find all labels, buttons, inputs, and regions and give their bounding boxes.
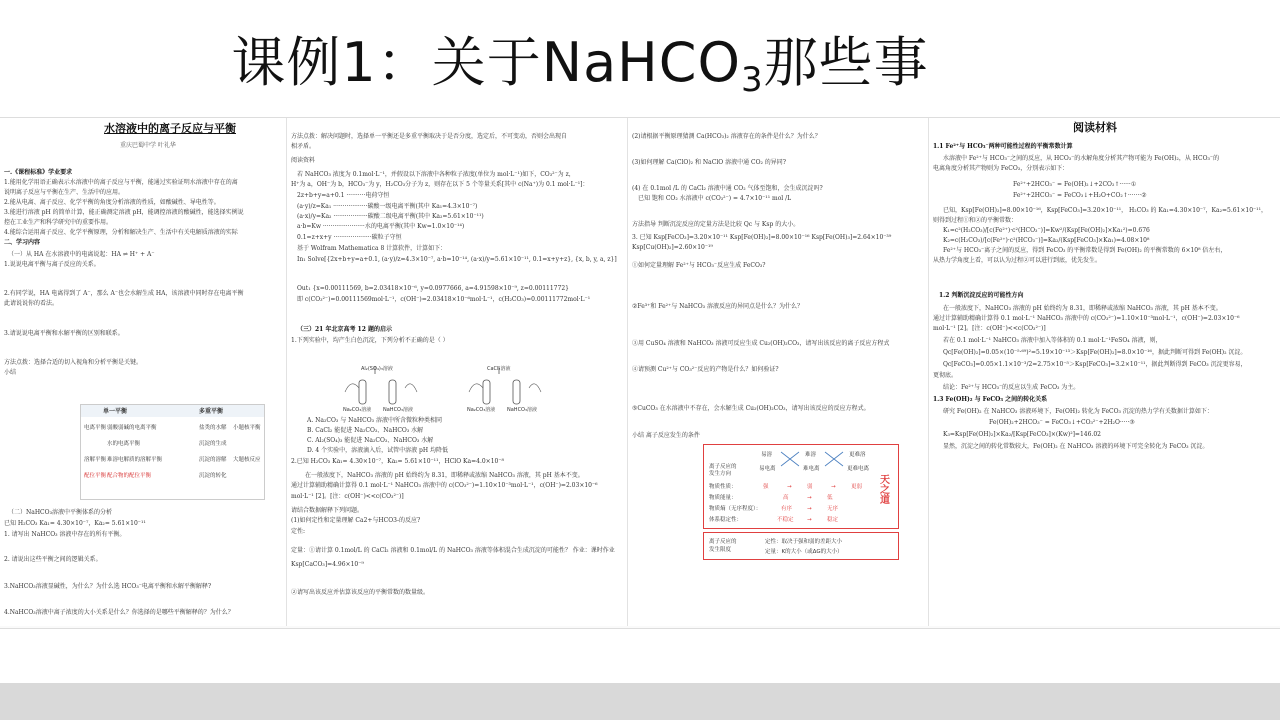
- table-cell: 小题核平衡: [233, 425, 261, 431]
- text-line: ②请写出该反应并估算该反应的平衡常数的数量级。: [291, 589, 430, 596]
- text-line: （一）从 HA 在水溶液中的电离说起：HA ⇌ H⁺ + A⁻: [8, 251, 155, 258]
- text-line: 方法指导 判断沉淀反应的定量方法是比较 Qc 与 Ksp 的大小。: [632, 221, 800, 228]
- left-label: 物质能量：: [709, 495, 737, 501]
- text-line: 已知 H₂CO₃ Ka₁= 4.30×10⁻⁷，Ka₂= 5.61×10⁻¹¹: [4, 520, 146, 527]
- limit-label: 离子反应的: [709, 539, 737, 545]
- test-tube: [389, 380, 396, 404]
- text-line: ②Fe³⁺和 Fe²⁺与 NaHCO₃ 溶液反应的异同点是什么？为什么？: [632, 303, 803, 310]
- text-line: K₂=c(H₂CO₃)/[c(Fe²⁺)·c²(HCO₃⁻)]=Ka₂/(Ksp[FeCO₃]×Ka₁)=4.08×10⁸: [943, 237, 1150, 244]
- limit-label: 发生限度: [709, 547, 732, 553]
- text-line: K₃=Ksp[Fe(OH)₂]×Ka₂/[Ksp[FeCO₃]×(Kw)²]=146.02: [943, 431, 1101, 438]
- diagram-limit-frame: [704, 533, 899, 560]
- table-cell: 配位平衡: [84, 473, 107, 479]
- text-line: (2)请根据平衡原理猜测 Ca(HCO₃)₂ 溶液存在的条件是什么？为什么？: [632, 133, 821, 140]
- text-line: 3.请说说电离平衡和水解平衡的区别和联系。: [4, 330, 124, 337]
- text-line: a·b=Kw ······················水的电离平衡(其中 Kw=1.0×10⁻¹⁴): [297, 223, 465, 230]
- document-page-4: [929, 118, 1280, 626]
- order-ordered: 有序: [781, 506, 793, 512]
- slide-title-subscript: 3: [741, 60, 764, 100]
- energy-high: 高: [783, 495, 789, 501]
- slide-title-main: 课例1：关于NaHCO: [231, 31, 741, 94]
- tube-label: NaHCO₃溶液: [507, 407, 537, 412]
- text-line: 控在工业生产和科学研究中的重要作用。: [4, 219, 113, 226]
- text-line: 2.有同学说，HA 电离得到了 A⁻，那么 A⁻也会水解生成 HA，该溶液中同时存在电离平衡: [4, 290, 244, 297]
- text-line: 相矛盾。: [291, 143, 316, 150]
- text-line: 从热力学角度上看，可以认为过程②可以进行到底，优先发生。: [933, 257, 1102, 264]
- text-line: D. 4 个实验中，溶液滴入后，试管中溶液 pH 均降低: [307, 447, 449, 454]
- tube-label: Al₂(SO₄)₃溶液: [361, 366, 393, 372]
- text-line: 2.能从电离、离子反应、化学平衡的角度分析溶液的性质，如酸碱性、导电性等。: [4, 199, 220, 206]
- side-text-dao: 天之道: [877, 474, 889, 504]
- text-line: 1.下列实验中，均产生白色沉淀，下列分析不正确的是（ ）: [291, 337, 449, 344]
- table-cell: 弱酸弱碱的电离平衡: [107, 425, 157, 431]
- page-1-title: 水溶液中的离子反应与平衡: [104, 122, 236, 135]
- row-head: 易电离: [759, 466, 776, 472]
- text-line: 在一般浓度下，NaHCO₃ 溶液的 pH 始终约为 8.31，即稀释或浓缩 NaHCO₃ 溶液，其 pH 基本不变。: [943, 305, 1222, 312]
- table-cell: 水的电离平衡: [107, 441, 141, 447]
- tube-label: NaHCO₃溶液: [383, 407, 413, 412]
- table-cell: 溶解平衡: [84, 457, 107, 463]
- text-line: 阅读资料: [291, 157, 316, 164]
- text-line: （二）NaHCO₃溶液中平衡体系的分析: [8, 509, 112, 516]
- text-line: Fe(OH)₂+2HCO₃⁻ = FeCO₃↓+CO₃²⁻+2H₂O·····③: [989, 419, 1135, 426]
- text-line: Fe²⁺+2HCO₃⁻ = Fe(OH)₂↓+2CO₂↑······①: [1013, 181, 1137, 188]
- text-line: 更彻底。: [933, 372, 958, 379]
- col-head: 难溶: [805, 452, 817, 458]
- text-line: 显然，沉淀之间的转化常数较大，Fe(OH)₂ 在 NaHCO₃ 溶液的环境下可完全转化为 FeCO₃ 沉淀。: [943, 443, 1209, 450]
- text-line: 4.NaHCO₃溶液中离子浓度的大小关系是什么？你选择的是哪些平衡解释的？为什么？: [4, 609, 234, 616]
- left-label: 发生方向: [709, 471, 732, 477]
- text-line: (a·y)/z=Ka₁ ··················碳酸一级电离平衡(其中 Ka₁=4.3×10⁻⁷): [297, 203, 478, 210]
- tube-group-2: [467, 365, 541, 412]
- document-page-1: [0, 118, 287, 626]
- text-line: 小结: [4, 369, 17, 376]
- text-line: Ksp[CaCO₃]=4.96×10⁻⁹: [291, 561, 364, 568]
- property-strong: 强: [763, 484, 769, 490]
- table-cell: 盐类的水解: [199, 425, 227, 431]
- energy-low: 低: [827, 495, 833, 501]
- stability-stable: 稳定: [827, 517, 839, 523]
- text-line: 即 c(CO₃²⁻)=0.00111569mol·L⁻¹，c(OH⁻)=2.03418×10⁻⁶mol·L⁻¹，c(H₂CO₃)=0.00111772mol·L⁻¹: [297, 296, 591, 303]
- text-line: 电离角度分析其产物则为 FeCO₃，分别表示如下：: [933, 165, 1069, 172]
- text-line: 1.1 Fe²⁺与 HCO₃⁻两种可能性过程的平衡常数计算: [933, 143, 1073, 150]
- text-line: 0.1=z+x+y ····················碳粒子守恒: [297, 234, 402, 241]
- table-cell: 沉淀的转化: [199, 473, 227, 479]
- text-line: In₁ Solve[{2x+b+y=a+0.1, (a·y)/z=4.3×10⁻⁷, a·b=10⁻¹⁴, (a·x)/y=5.61×10⁻¹¹, 0.1=x+y+z}, {x, b, y, a, z}]: [297, 256, 617, 263]
- text-line: 若在 0.1 mol·L⁻¹ NaHCO₃ 溶液中加入等体积的 0.1 mol·L⁻¹FeSO₄ 溶液，则，: [943, 337, 1162, 344]
- text-line: ①如何定量理解 Fe²⁺与 HCO₃⁻反应生成 FeCO₃?: [632, 262, 766, 269]
- left-label: 物质熵（无序程度）：: [709, 506, 762, 512]
- left-label: 体系稳定性：: [709, 517, 743, 523]
- text-line: ③用 CuSO₄ 溶液和 NaHCO₃ 溶液可反应生成 Cu₂(OH)₂CO₃，请写出该反应的离子反应方程式: [632, 340, 890, 347]
- text-line: Fe²⁺与 HCO₃⁻离子之间的反应，得到 FeCO₃ 的平衡常数是得到 Fe(OH)₂ 的平衡常数的 6×10⁸ 倍左右，: [943, 247, 1227, 254]
- text-line: 通过计算辅助精确计算得 0.1 mol·L⁻¹ NaHCO₃ 溶液中的 c(CO₃²⁻)=1.10×10⁻³mol·L⁻¹，c(OH⁻)=2.03×10⁻⁶: [291, 482, 598, 489]
- text-line: 方法点拨：解决问题时，选择单一平衡还是多重平衡取决于是否分度，选定后，不可变动，否则会出现自: [291, 133, 568, 140]
- document-page-3: [628, 118, 929, 626]
- text-line: 说明离子反应与平衡在生产、生活中的应用。: [4, 189, 125, 196]
- limit-qualitative: 定性：取决于强和弱的差距大小: [765, 539, 843, 545]
- slide-title-tail: 那些事: [763, 31, 929, 94]
- text-line: 3.能进行溶液 pH 的简单计算，能正确测定溶液 pH，能调控溶液的酸碱性，能选择实例说: [4, 209, 244, 216]
- text-line: B. CaCl₂ 能促进 Na₂CO₃、NaHCO₃ 水解: [307, 427, 424, 434]
- text-line: 一.《课程标准》学业要求: [4, 169, 73, 176]
- text-line: 通过计算辅助精确计算得 0.1 mol·L⁻¹ NaHCO₃ 溶液中的 c(CO₃²⁻)=1.10×10⁻³mol·L⁻¹，c(OH⁻)=2.03×10⁻⁶: [933, 315, 1240, 322]
- slide-footer-bar: [0, 683, 1280, 720]
- text-line: 1.3 Fe(OH)₂ 与 FeCO₃ 之间的转化关系: [933, 396, 1048, 403]
- text-line: H⁺为 a，OH⁻为 b，HCO₃⁻为 y，H₂CO₃分子为 z，则存在以下 5 个等量关系[其中 c(Na⁺)为 0.1 mol·L⁻¹]：: [291, 181, 589, 188]
- text-line: (3)如何理解 Ca(ClO)₂ 和 NaClO 溶液中通 CO₂ 的异同?: [632, 159, 787, 166]
- arrow-glyph: →: [831, 484, 836, 490]
- text-line: 二、学习内容: [4, 239, 41, 246]
- document-strip: [0, 117, 1280, 629]
- col-head: 更难溶: [849, 452, 866, 458]
- text-line: 请结合数据解释下列问题。: [291, 507, 364, 514]
- left-label: 离子反应的: [709, 464, 737, 470]
- tube-label: Na₂CO₃溶液: [343, 407, 372, 412]
- table-cell: 大题核反应: [233, 457, 261, 463]
- text-line: 4.能综合运用离子反应、化学平衡原理，分析和解决生产、生活中有关电解质溶液的实际: [4, 229, 238, 236]
- text-line: 结论：Fe²⁺与 HCO₃⁻的反应以生成 FeCO₃ 为主。: [943, 384, 1080, 391]
- text-line: Qc[Fe(OH)₂]=0.05×(10⁻⁵·⁶⁹)²=5.19×10⁻¹³＞Ksp[Fe(OH)₂]=8.0×10⁻¹⁶，据此判断可得到 Fe(OH)₂ 沉淀。: [943, 349, 1247, 356]
- arrow-glyph: →: [787, 484, 792, 490]
- text-line: 1.2 判断沉淀反应的可能性方向: [939, 292, 1024, 299]
- text-line: mol·L⁻¹ [2]。[注：c(OH⁻)<<c(CO₃²⁻)]: [291, 493, 404, 500]
- page-1-author: 重庆巴蜀中学 叶礼华: [120, 142, 176, 149]
- limit-quantitative: 定量：K的大小（或ΔG的大小）: [765, 549, 843, 555]
- text-line: 2z+b+y=a+0.1 ··········电荷守恒: [297, 192, 390, 199]
- arrow-glyph: →: [807, 495, 812, 501]
- col-head: 易溶: [761, 452, 773, 458]
- row-head: 难电离: [803, 466, 820, 472]
- text-line: ④请预测 Cu²⁺与 CO₃²⁻反应的产物是什么？如何验证?: [632, 366, 779, 373]
- text-line: 定量：①请计算 0.1mol/L 的 CaCl₂ 溶液和 0.1mol/L 的 NaHCO₃ 溶液等体积混合生成沉淀的可能性？ 作业：课时作业: [291, 547, 615, 554]
- text-line: 此请说说你的看法。: [4, 300, 59, 307]
- table-cell: 沉淀的生成: [199, 441, 227, 447]
- property-weak: 弱: [807, 484, 813, 490]
- text-line: 3. 已知 Ksp[FeCO₃]=3.20×10⁻¹¹ Ksp[Fe(OH)₂]=8.00×10⁻¹⁶ Ksp[Fe(OH)₃]=2.64×10⁻³⁹: [632, 234, 892, 241]
- text-line: 已知，Ksp[Fe(OH)₂]=8.00×10⁻¹⁶，Ksp[FeCO₃]=3.20×10⁻¹¹， H₂CO₃ 的 Ka₁=4.30×10⁻⁷，Ka₂=5.61×10⁻¹¹，: [943, 207, 1267, 214]
- text-line: (a·x)/y=Ka₂ ··················碳酸二级电离平衡(其中 Ka₂=5.61×10⁻¹¹): [297, 213, 484, 220]
- text-line: 3.NaHCO₃溶液显碱性，为什么？为什么选 HCO₃⁻电离平衡和水解平衡解释?: [4, 583, 212, 590]
- page-4-title: 阅读材料: [1073, 121, 1117, 134]
- balance-table-head-single: 单一平衡: [103, 408, 128, 415]
- text-line: Qc[FeCO₃]=0.05×1.1×10⁻³/2=2.75×10⁻⁵＞Ksp[FeCO₃]=3.2×10⁻¹¹，据此判断得到 FeCO₃ 沉淀更容易，: [943, 361, 1247, 368]
- text-line: 定性:: [291, 528, 306, 535]
- text-line: 1.能用化学用语正确表示水溶液中的离子反应与平衡，能通过实验证明水溶液中存在的离: [4, 179, 238, 186]
- text-line: 1.说说电离平衡与离子反应的关系。: [4, 261, 100, 268]
- test-tube: [359, 380, 366, 404]
- property-weaker: 更弱: [851, 484, 863, 490]
- text-line: 基于 Wolfram Mathematica 8 计算软件，计算如下：: [297, 245, 447, 252]
- row-head: 更难电离: [847, 466, 870, 472]
- text-line: 在一般浓度下，NaHCO₃ 溶液的 pH 始终约为 8.31，即稀释或浓缩 NaHCO₃ 溶液，其 pH 基本不变。: [305, 472, 584, 479]
- table-cell: 沉淀的溶解: [199, 457, 227, 463]
- text-line: Out₁ {x=0.00111569, b=2.03418×10⁻⁶, y=0.0977666, a=4.91598×10⁻⁹, z=0.00111772}: [297, 285, 569, 292]
- balance-table-head-multi: 多重平衡: [199, 408, 224, 415]
- slide-title: [0, 28, 1160, 115]
- text-line: C. Al₂(SO₄)₃ 能促进 Na₂CO₃、NaHCO₃ 水解: [307, 437, 434, 444]
- text-line: 2. 请说出这些平衡之间的逻辑关系。: [4, 556, 102, 563]
- left-label: 物质性质：: [709, 484, 737, 490]
- text-line: Ksp[Cu(OH)₂]=2.60×10⁻¹⁹: [632, 244, 713, 251]
- text-line: 小结 离子反应发生的条件: [632, 432, 700, 439]
- balance-table: [80, 404, 265, 500]
- table-cell: 电离平衡: [84, 425, 107, 431]
- text-line: 研究 Fe(OH)₂ 在 NaHCO₃ 溶液环境下，Fe(OH)₂ 转化为 FeCO₃ 沉淀的热力学有关数据计算如下：: [943, 408, 1213, 415]
- test-tube: [513, 380, 520, 404]
- text-line: K₁=c²(H₂CO₃)/[c(Fe²⁺)·c²(HCO₃⁻)]=Kw²/(Ksp[Fe(OH)₂]×Ka₁²)=0.676: [943, 227, 1150, 234]
- tube-label: CaCl₂溶液: [487, 366, 511, 372]
- document-page-2: [287, 118, 628, 626]
- table-cell: 配合物的配位平衡: [107, 473, 152, 479]
- test-tube-diagram: [337, 362, 577, 412]
- arrow-glyph: →: [807, 506, 812, 512]
- table-cell: 难溶电解质的溶解平衡: [107, 457, 163, 463]
- order-disordered: 无序: [827, 506, 839, 512]
- text-line: 2.已知 H₂CO₃ Ka₁= 4.30×10⁻⁷，Ka₂= 5.61×10⁻¹¹，HClO Ka=4.0×10⁻⁸: [291, 458, 504, 465]
- tube-label: Na₂CO₃溶液: [467, 407, 496, 412]
- text-line: A. Na₂CO₃ 与 NaHCO₃ 溶液中所含微粒种类相同: [307, 417, 442, 424]
- arrow-glyph: →: [807, 517, 812, 523]
- text-line: 1. 请写出 NaHCO₃ 溶液中存在的所有平衡。: [4, 531, 126, 538]
- text-line: 方法点拨：选择合适的切入视角和分析平衡是关键。: [4, 359, 143, 366]
- tube-group-1: [343, 365, 417, 412]
- text-line: 则得到过程①和②的平衡常数：: [933, 217, 1018, 224]
- text-line: （三）21 年北京高考 12 题的启示: [297, 326, 392, 333]
- text-line: (1)如何定性和定量理解 Ca2+与HCO3-的反应?: [291, 517, 421, 524]
- text-line: 已知 饱和 CO₂ 水溶液中 c(CO₃²⁻) = 4.7×10⁻¹¹ mol /L: [638, 195, 792, 202]
- text-line: 若 NaHCO₃ 浓度为 0.1mol·L⁻¹，并假设以下溶液中各种粒子浓度(单位为 mol·L⁻¹)如下，CO₃²⁻为 z，: [297, 171, 575, 178]
- text-line: 水溶液中 Fe²⁺与 HCO₃⁻之间的反应，从 HCO₃⁻的水解角度分析其产物可能为 Fe(OH)₂，从 HCO₃⁻的: [943, 155, 1220, 162]
- stability-unstable: 不稳定: [777, 517, 794, 523]
- text-line: Fe²⁺+2HCO₃⁻ = FeCO₃↓+H₂O+CO₂↑·······②: [1013, 192, 1147, 199]
- text-line: (4) 在 0.1mol /L 的 CaCl₂ 溶液中通 CO₂ 气体至饱和，会生成沉淀吗?: [632, 185, 823, 192]
- text-line: mol·L⁻¹ [2]。[注：c(OH⁻)<<c(CO₃²⁻)]: [933, 325, 1046, 332]
- text-line: ⑤CuCO₃ 在水溶液中不存在，会水解生成 Cu₂(OH)₂CO₃，请写出该反应的反应方程式。: [632, 405, 870, 412]
- ion-reaction-diagram: [703, 444, 899, 560]
- test-tube: [483, 380, 490, 404]
